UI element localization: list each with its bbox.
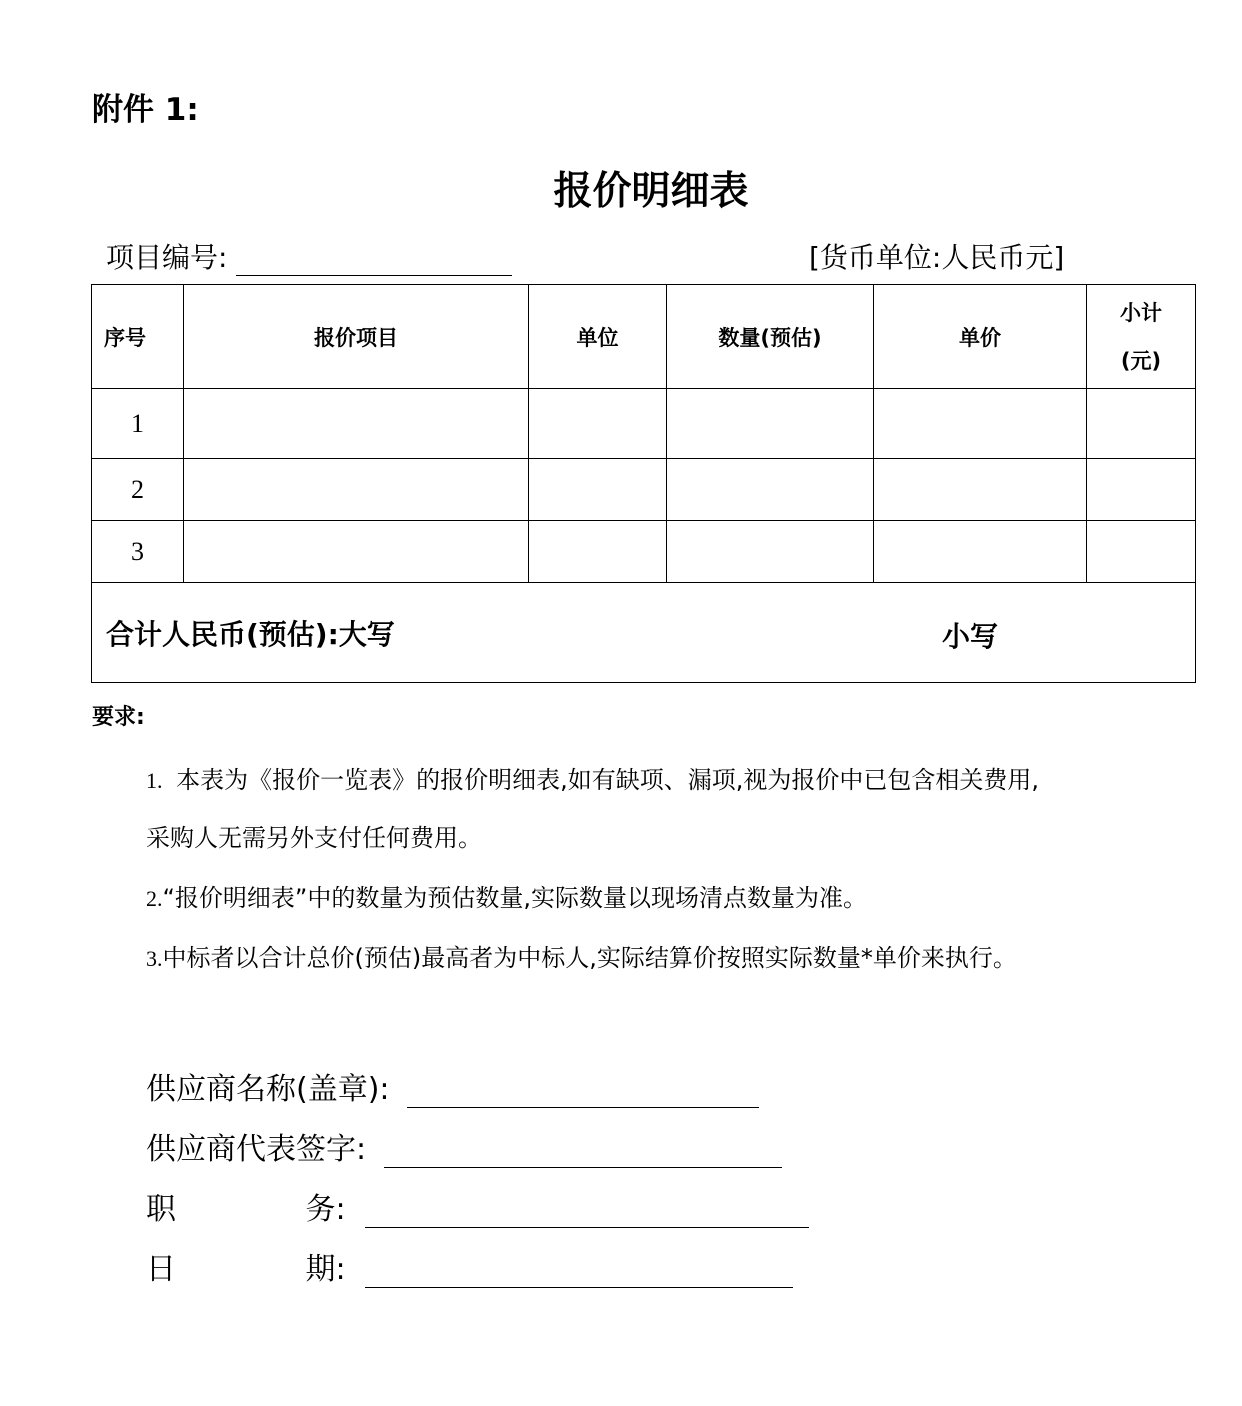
cell-quantity[interactable] (667, 521, 874, 583)
row-index: 2 (92, 459, 184, 521)
header-unit-price: 单价 (874, 285, 1087, 389)
cell-quantity[interactable] (667, 389, 874, 459)
header-subtotal-line2: (元) (1120, 348, 1162, 373)
cell-unit[interactable] (529, 521, 667, 583)
header-quantity: 数量(预估) (667, 285, 874, 389)
cell-item[interactable] (184, 521, 529, 583)
requirement-number: 1. (146, 768, 163, 793)
header-subtotal-line1: 小计 (1120, 300, 1162, 325)
cell-unit-price[interactable] (874, 521, 1087, 583)
requirement-item-2 (146, 878, 867, 913)
project-number-blank[interactable] (236, 245, 512, 276)
position-blank[interactable] (365, 1197, 809, 1228)
table-row (92, 389, 1196, 459)
position-label-char1: 职 (146, 1192, 176, 1227)
requirement-item-1-continued: 采购人无需另外支付任何费用。 (146, 824, 482, 852)
requirement-item-1 (146, 760, 1039, 795)
requirement-text: 中标者以合计总价(预估)最高者为中标人,实际结算价按照实际数量*单价来执行。 (162, 944, 1017, 972)
supplier-name-blank[interactable] (407, 1077, 759, 1108)
document-title: 报价明细表 (553, 169, 749, 214)
cell-item[interactable] (184, 459, 529, 521)
row-index: 3 (92, 521, 184, 583)
header-index: 序号 (92, 285, 184, 389)
date-label-char2: 期: (305, 1252, 346, 1287)
total-uppercase-label: 合计人民币(预估):大写 (106, 617, 395, 651)
table-row (92, 521, 1196, 583)
position-row (146, 1184, 809, 1228)
header-unit: 单位 (529, 285, 667, 389)
cell-unit-price[interactable] (874, 459, 1087, 521)
project-number-row (106, 236, 512, 276)
total-lowercase-label: 小写 (942, 620, 999, 653)
table-header-row (92, 285, 1196, 389)
cell-subtotal[interactable] (1087, 521, 1196, 583)
date-row (146, 1244, 793, 1288)
cell-subtotal[interactable] (1087, 459, 1196, 521)
requirement-text: 本表为《报价一览表》的报价明细表,如有缺项、漏项,视为报价中已包含相关费用, (176, 766, 1040, 794)
attachment-label: 附件 1: (92, 92, 199, 128)
supplier-rep-blank[interactable] (384, 1137, 782, 1168)
requirements-heading: 要求: (92, 705, 145, 730)
quote-detail-table (91, 284, 1196, 683)
cell-subtotal[interactable] (1087, 389, 1196, 459)
requirement-number: 3. (146, 946, 163, 971)
supplier-rep-row (146, 1124, 782, 1168)
cell-quantity[interactable] (667, 459, 874, 521)
cell-item[interactable] (184, 389, 529, 459)
currency-note: [货币单位:人民币元] (809, 241, 1065, 274)
date-label-char1: 日 (146, 1252, 176, 1287)
cell-unit-price[interactable] (874, 389, 1087, 459)
supplier-name-row (146, 1064, 759, 1108)
requirement-number: 2. (146, 886, 163, 911)
total-cell[interactable] (92, 583, 1196, 683)
row-index: 1 (92, 389, 184, 459)
cell-unit[interactable] (529, 389, 667, 459)
date-blank[interactable] (365, 1257, 793, 1288)
requirement-item-3 (146, 938, 1017, 973)
cell-unit[interactable] (529, 459, 667, 521)
supplier-name-label: 供应商名称(盖章): (146, 1072, 390, 1107)
supplier-rep-label: 供应商代表签字: (146, 1132, 367, 1167)
header-subtotal (1087, 285, 1196, 389)
requirement-text: “报价明细表”中的数量为预估数量,实际数量以现场清点数量为准。 (162, 884, 867, 912)
position-label-char2: 务: (305, 1192, 346, 1227)
table-row (92, 459, 1196, 521)
total-row (92, 583, 1196, 683)
project-number-label: 项目编号: (106, 241, 228, 274)
header-item: 报价项目 (184, 285, 529, 389)
